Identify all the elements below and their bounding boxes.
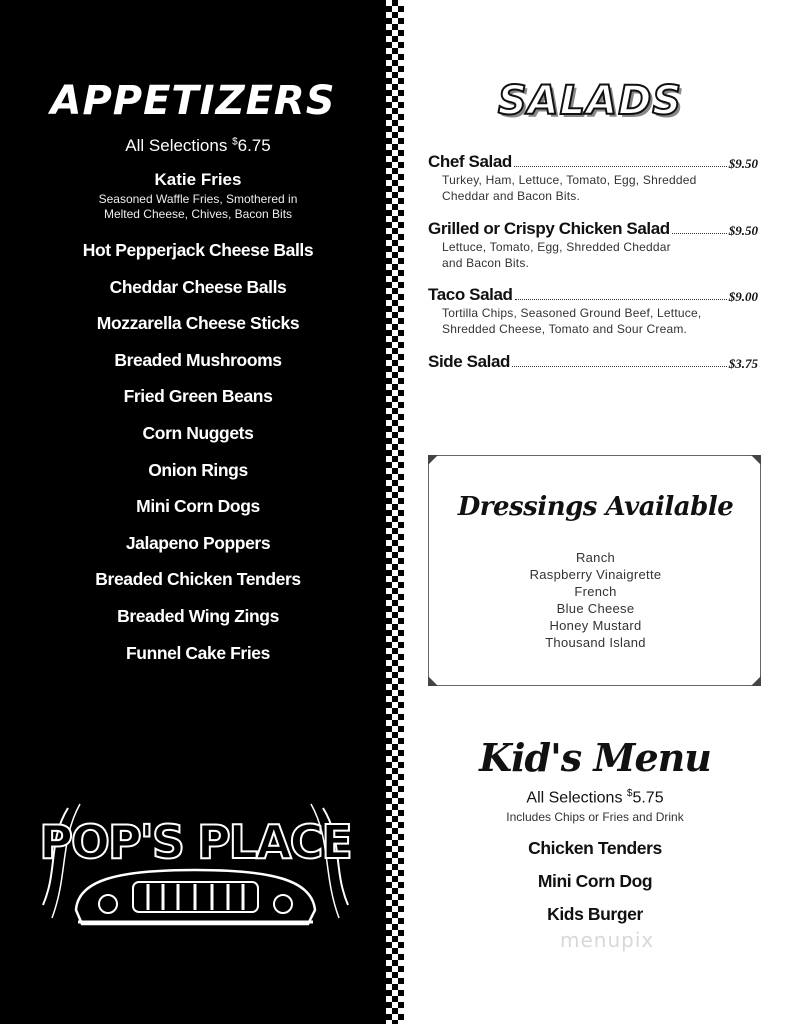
salad-item-side — [428, 352, 758, 372]
leader-dots — [515, 299, 727, 300]
logo-text: POP'S PLACE — [39, 815, 351, 869]
appetizers-list — [0, 238, 396, 677]
salad-item-chicken — [428, 219, 758, 271]
leader-dots — [672, 233, 727, 234]
list-item: Mini Corn Dog — [537, 871, 653, 891]
kids-currency: $ — [626, 788, 633, 799]
salad-desc-2: Shredded Cheese, Tomato and Sour Cream. — [442, 322, 688, 336]
salad-item-taco — [428, 285, 758, 337]
leader-dots — [512, 366, 727, 367]
list-item: Funnel Cake Fries — [126, 642, 270, 663]
list-item: Hot Pepperjack Cheese Balls — [82, 240, 314, 260]
appetizers-panel — [0, 0, 386, 1024]
salad-desc-1: Lettuce, Tomato, Egg, Shredded Cheddar — [442, 240, 671, 254]
kids-menu-title: Kid's Menu — [479, 735, 711, 780]
dressings-title: Dressings Available — [457, 492, 734, 522]
salad-desc-1: Turkey, Ham, Lettuce, Tomato, Egg, Shredded — [442, 173, 697, 187]
salad-price: $9.50 — [728, 156, 758, 171]
list-item: Mozzarella Cheese Sticks — [96, 313, 300, 334]
kids-price-prefix: All Selections — [526, 789, 627, 807]
kids-price: 5.75 — [632, 789, 664, 807]
featured-appetizer-name: Katie Fries — [154, 170, 242, 189]
list-item: Corn Nuggets — [142, 422, 254, 443]
corner-ornament-icon — [751, 455, 761, 465]
salad-item-chef — [428, 152, 758, 204]
salads-title: SALADS — [497, 78, 683, 124]
list-item: Blue Cheese — [556, 601, 635, 616]
salad-desc-2: and Bacon Bits. — [442, 256, 530, 270]
list-item: Breaded Wing Zings — [117, 605, 279, 626]
watermark: menupix — [560, 928, 655, 952]
salad-name: Chef Salad — [428, 152, 512, 171]
appetizers-title: APPETIZERS — [50, 78, 336, 124]
list-item: Fried Green Beans — [123, 386, 273, 407]
salad-price: $9.50 — [728, 223, 758, 238]
featured-appetizer — [0, 170, 396, 222]
list-item: Breaded Chicken Tenders — [95, 569, 301, 590]
list-item: Chicken Tenders — [528, 838, 662, 858]
list-item: Ranch — [575, 550, 616, 565]
appetizers-price-line — [0, 136, 396, 156]
corner-ornament-icon — [751, 676, 761, 686]
appetizers-price: 6.75 — [237, 136, 271, 155]
dressings-list — [429, 549, 762, 651]
salad-desc-1: Tortilla Chips, Seasoned Ground Beef, Lettuce, — [442, 306, 702, 320]
kids-price-line — [440, 788, 750, 807]
leader-dots — [514, 166, 727, 167]
salad-name: Taco Salad — [428, 285, 513, 304]
featured-appetizer-desc-2: Melted Cheese, Chives, Bacon Bits — [103, 207, 293, 221]
appetizers-currency: $ — [232, 136, 238, 148]
list-item: Cheddar Cheese Balls — [109, 276, 287, 297]
salad-name: Side Salad — [428, 352, 510, 371]
list-item: Onion Rings — [148, 459, 248, 480]
featured-appetizer-desc-1: Seasoned Waffle Fries, Smothered in — [98, 192, 298, 206]
list-item: Raspberry Vinaigrette — [529, 567, 662, 582]
appetizers-price-prefix: All Selections — [125, 136, 233, 155]
kids-list — [440, 837, 750, 936]
corner-ornament-icon — [428, 676, 438, 686]
salad-desc-2: Cheddar and Bacon Bits. — [442, 189, 581, 203]
salad-name: Grilled or Crispy Chicken Salad — [428, 219, 670, 238]
kids-note: Includes Chips or Fries and Drink — [506, 810, 684, 824]
salad-price: $3.75 — [728, 356, 758, 371]
list-item: Breaded Mushrooms — [114, 349, 282, 370]
dressings-box — [428, 455, 761, 686]
list-item: French — [574, 584, 617, 599]
list-item: Jalapeno Poppers — [125, 532, 271, 553]
list-item: Kids Burger — [547, 904, 643, 924]
list-item: Honey Mustard — [549, 618, 642, 633]
list-item: Thousand Island — [545, 635, 646, 650]
checkered-divider — [386, 0, 404, 1024]
pops-place-logo — [38, 800, 353, 935]
salad-price: $9.00 — [728, 289, 758, 304]
list-item: Mini Corn Dogs — [136, 496, 260, 517]
corner-ornament-icon — [428, 455, 438, 465]
